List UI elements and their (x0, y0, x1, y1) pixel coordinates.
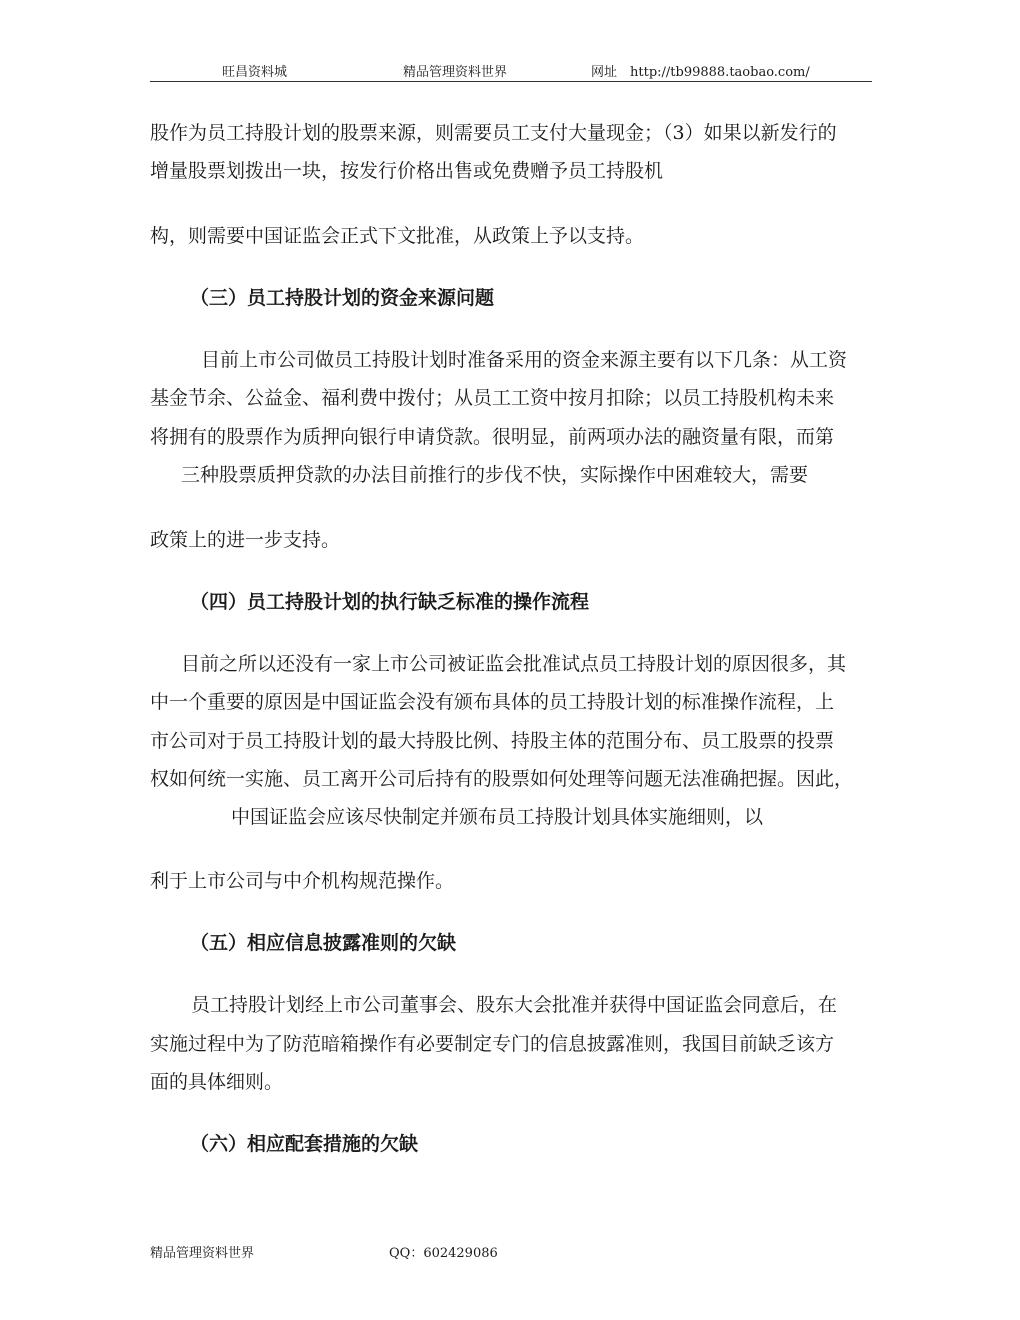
header-divider (150, 81, 872, 82)
body-line: 中国证监会应该尽快制定并颁布员工持股计划具体实施细则，以 (231, 806, 764, 828)
body-line: 权如何统一实施、员工离开公司后持有的股票如何处理等问题无法准确把握。因此， (150, 768, 854, 790)
body-line: 构，则需要中国证监会正式下文批准，从政策上予以支持。 (150, 225, 645, 247)
body-line: 目前之所以还没有一家上市公司被证监会批准试点员工持股计划的原因很多，其 (181, 653, 847, 675)
page-header (150, 61, 872, 81)
body-line: 面的具体细则。 (150, 1071, 284, 1093)
body-line: 目前上市公司做员工持股计划时准备采用的资金来源主要有以下几条：从工资 (201, 349, 848, 371)
footer-qq: QQ：602429086 (389, 1246, 498, 1261)
body-line: 利于上市公司与中介机构规范操作。 (150, 870, 455, 892)
body-line: 中一个重要的原因是中国证监会没有颁布具体的员工持股计划的标准操作流程，上 (150, 691, 835, 713)
body-line: 基金节余、公益金、福利费中拨付；从员工工资中按月扣除；以员工持股机构未来 (150, 387, 835, 409)
body-line: 股作为员工持股计划的股票来源，则需要员工支付大量现金；（3）如果以新发行的 (150, 122, 837, 144)
body-line: 员工持股计划经上市公司董事会、股东大会批准并获得中国证监会同意后，在 (191, 994, 838, 1016)
section-heading: （四）员工持股计划的执行缺乏标准的操作流程 (190, 591, 590, 613)
section-heading: （六）相应配套措施的欠缺 (190, 1133, 419, 1155)
header-tagline: 精品管理资料世界 (403, 65, 508, 80)
body-line: 将拥有的股票作为质押向银行申请贷款。很明显，前两项办法的融资量有限，而第 (150, 426, 835, 448)
section-heading: （五）相应信息披露准则的欠缺 (190, 932, 457, 954)
body-line: 政策上的进一步支持。 (150, 529, 341, 551)
header-site-name: 旺昌资料城 (222, 65, 288, 80)
body-line: 市公司对于员工持股计划的最大持股比例、持股主体的范围分布、员工股票的投票 (150, 730, 835, 752)
body-line: 三种股票质押贷款的办法目前推行的步伐不快，实际操作中困难较大，需要 (181, 464, 809, 486)
section-heading: （三）员工持股计划的资金来源问题 (190, 287, 495, 309)
body-line: 增量股票划拨出一块，按发行价格出售或免费赠予员工持股机 (150, 160, 664, 182)
header-url: 网址 http://tb99888.taobao.com/ (591, 65, 810, 80)
body-line: 实施过程中为了防范暗箱操作有必要制定专门的信息披露准则，我国目前缺乏该方 (150, 1033, 835, 1055)
footer-site-name: 精品管理资料世界 (150, 1246, 255, 1261)
